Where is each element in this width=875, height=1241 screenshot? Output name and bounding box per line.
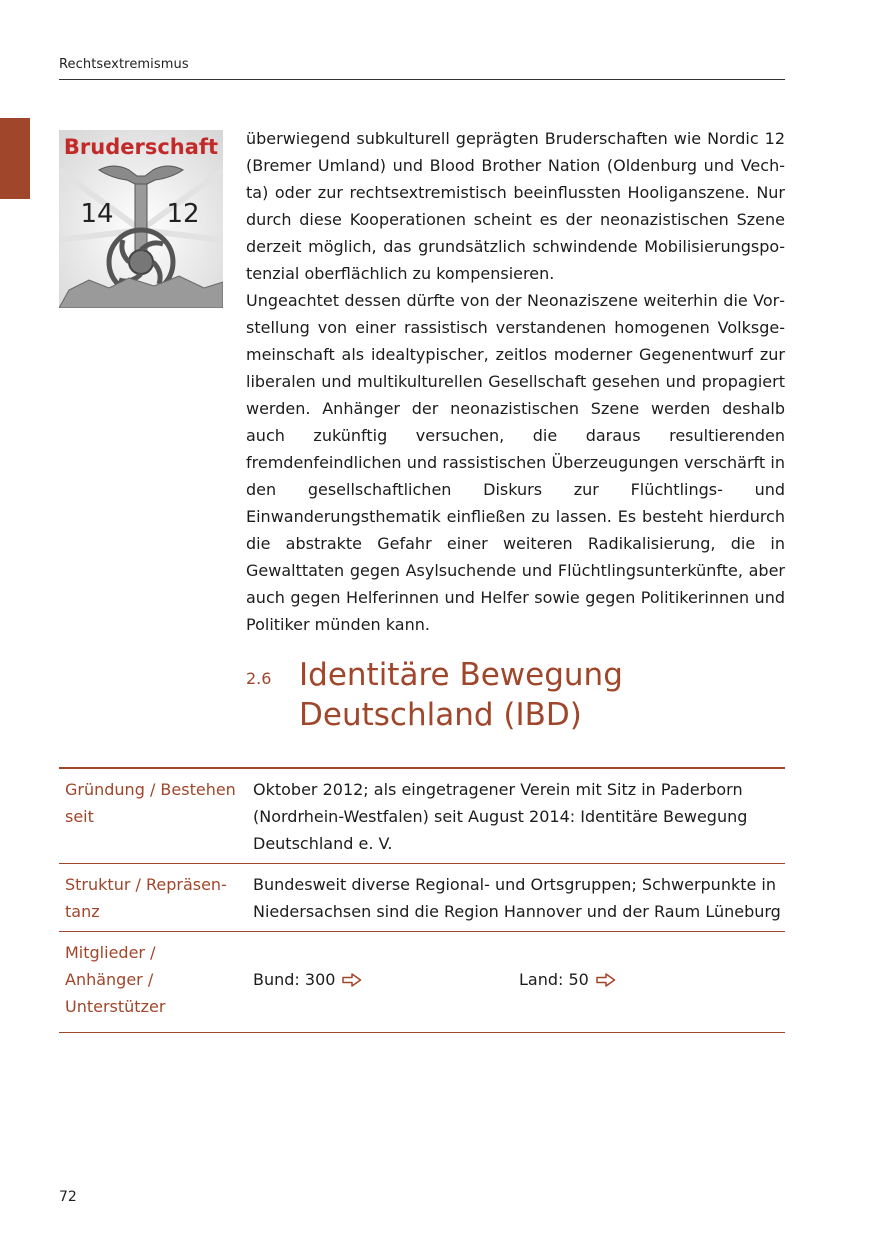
structure-value: Bundesweit diverse Regional- und Ortsgruppen; Schwerpunkte in Niedersachsen sind die Region Hannover und der Raum Lüneburg <box>253 875 781 921</box>
fact-table <box>59 767 785 1033</box>
member-counts <box>253 939 785 1020</box>
members-label-line: Mitglieder / <box>65 943 156 962</box>
running-head: Rechtsextremismus <box>59 57 189 72</box>
header-divider <box>59 79 785 80</box>
founding-value: Oktober 2012; als eingetragener Verein mit Sitz in Paderborn (Nordrhein-Westfalen) seit August 2014: Identitäre Bewegung Deutschland e. V. <box>253 780 748 853</box>
founding-label: Gründung / Bestehen seit <box>65 780 236 826</box>
chapter-tab-marker <box>0 118 30 199</box>
emblem-label: Bruderschaft <box>63 135 219 159</box>
members-label-line: Anhänger / <box>65 970 154 989</box>
structure-label: Struktur / Repräsentanz <box>65 875 227 921</box>
emblem-number-left: 14 <box>80 199 114 229</box>
table-row <box>59 932 785 1033</box>
federal-count <box>253 939 519 1020</box>
section-title-line: Identitäre Bewegung <box>299 657 623 693</box>
paragraph: Ungeachtet dessen dürfte von der Neonaziszene weiterhin die Vorstellung von einer rassistisch verstandenen homogenen Volksgemeinschaft als idealtypischer, zeitlos moderner Gegenentwurf zur liberalen und multikulturellen Gesellschaft gesehen und propagiert werden. Anhänger der neonazistischen Szene werden deshalb auch zukünftig versuchen, die daraus resultierenden fremdenfeindlichen und rassistischen Überzeugungen verschärft in den gesellschaftlichen Diskurs zur Flüchtlings- und Einwanderungsthematik einfließen zu lassen. Es besteht hierdurch die abstrakte Gefahr einer weiteren Radikalisierung, die in Gewalttaten gegen Asylsuchende und Flüchtlingsunterkünfte, aber auch gegen Helferinnen und Helfer sowie gegen Politikerinnen und Politiker münden kann. <box>246 291 785 634</box>
body-text <box>246 125 785 638</box>
arrow-right-outline-icon <box>596 973 616 987</box>
federal-count-text: Bund: 300 <box>253 970 336 989</box>
members-label <box>59 939 253 1020</box>
members-label-line: Unterstützer <box>65 997 166 1016</box>
page-number: 72 <box>59 1189 77 1205</box>
section-title-line: Deutschland (IBD) <box>299 697 582 733</box>
state-count-text: Land: 50 <box>519 970 589 989</box>
arrow-right-outline-icon <box>342 973 362 987</box>
table-row <box>59 769 785 864</box>
section-title <box>299 655 779 735</box>
emblem-number-right: 12 <box>166 199 200 229</box>
paragraph: überwiegend subkulturell geprägten Bruderschaften wie Nordic 12 (Bremer Umland) und Blood Brother Nation (Oldenburg und Vechta) oder zur rechtsextremistisch beeinflussten Hooliganszene. Nur durch diese Kooperationen scheint es der neonazistischen Szene derzeit möglich, das grundsätzlich schwindende Mobilisierungspotenzial oberflächlich zu kompensieren. <box>246 129 785 283</box>
table-row <box>59 864 785 932</box>
section-number: 2.6 <box>246 669 272 688</box>
state-count <box>519 939 785 1020</box>
bruderschaft-emblem-image <box>59 130 223 308</box>
